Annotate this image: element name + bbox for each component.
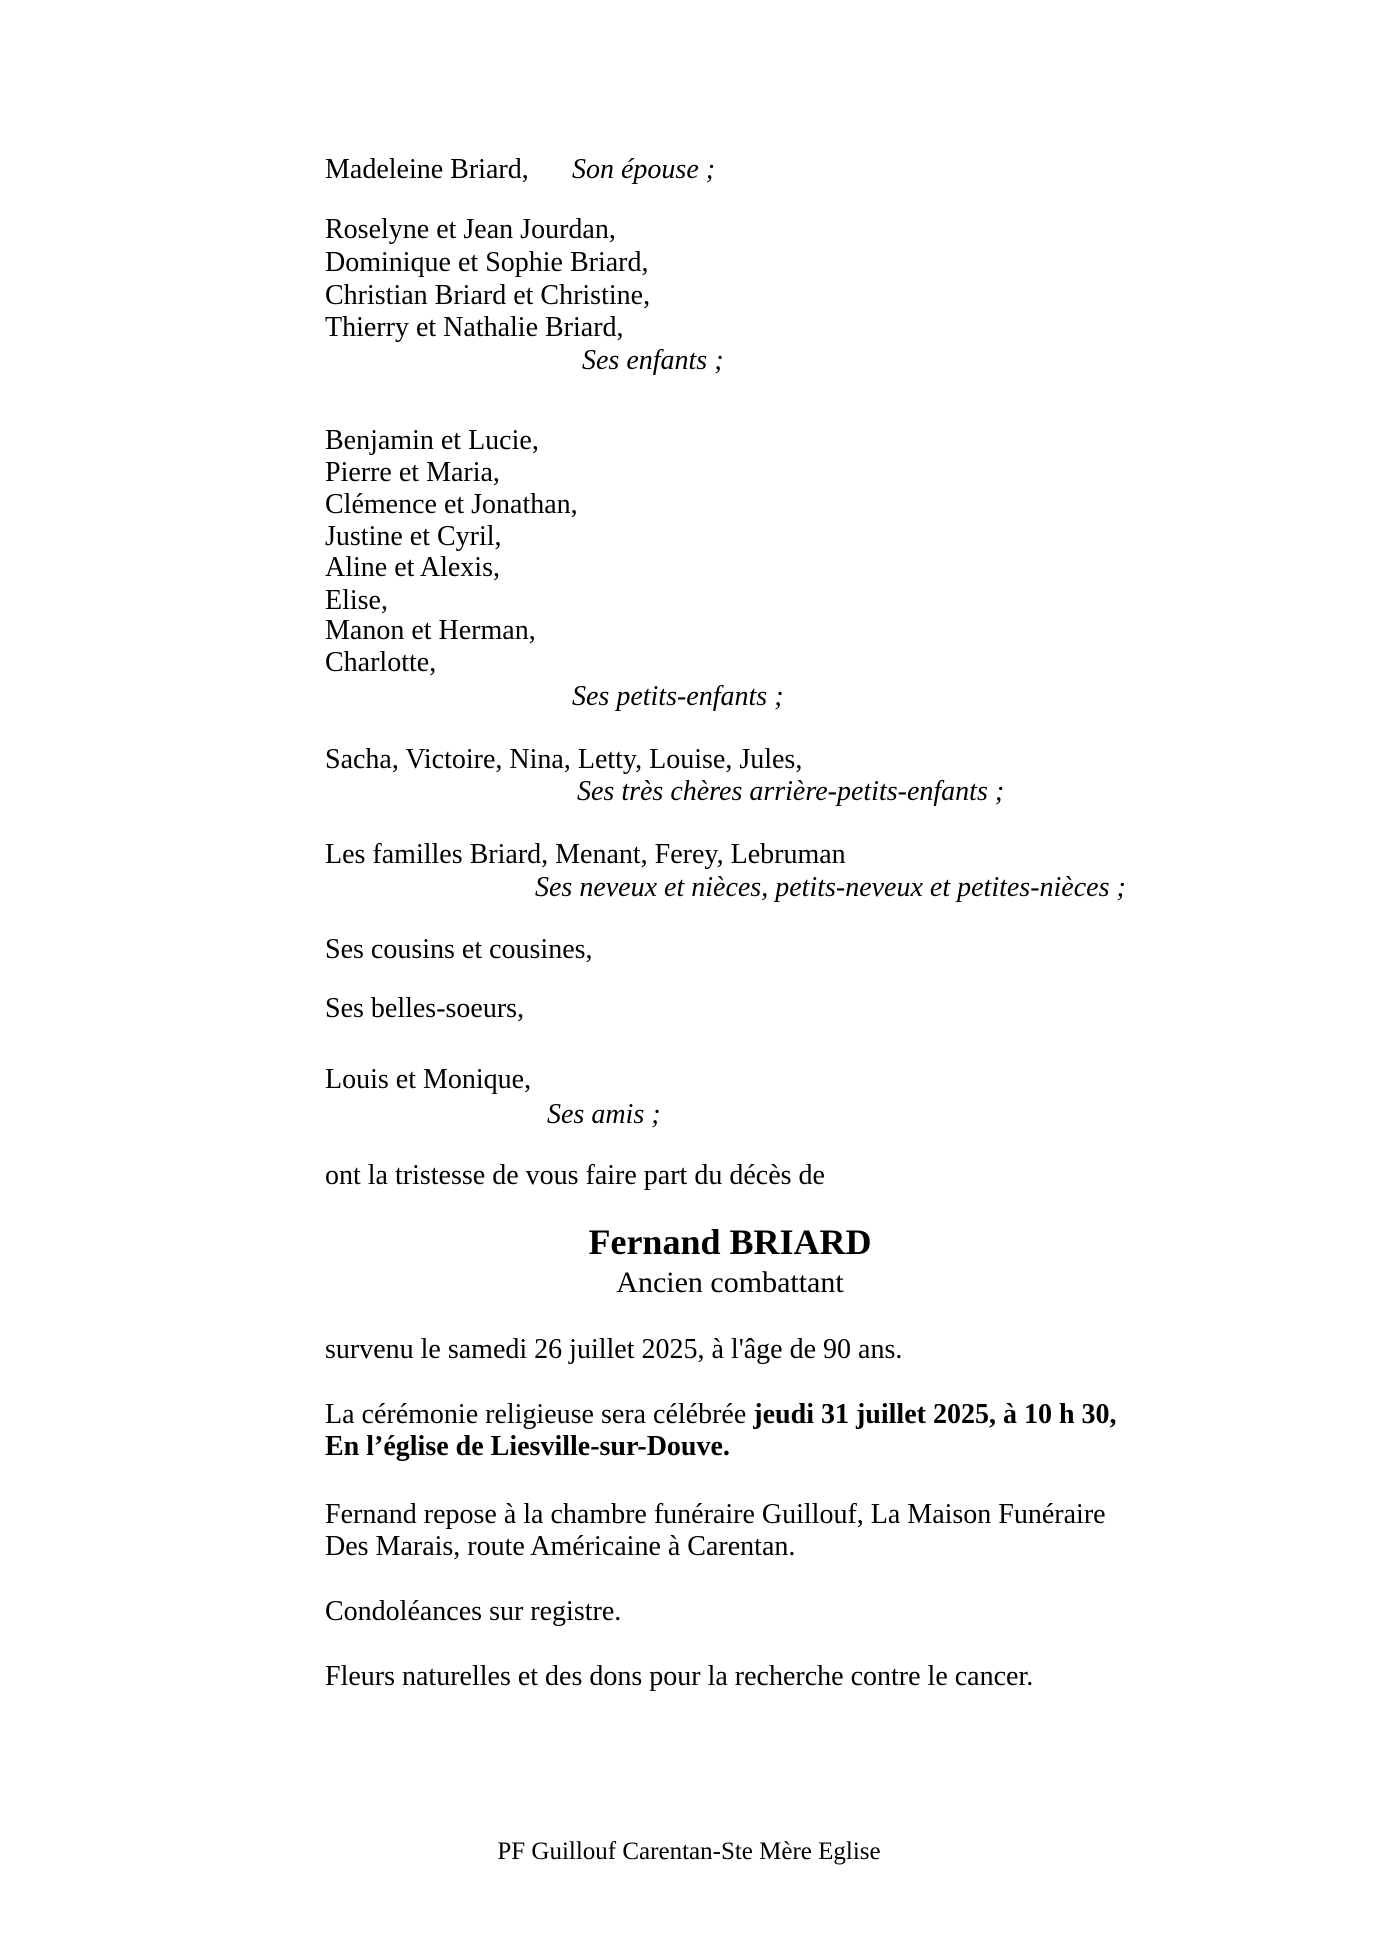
- sisters-in-law-line: Ses belles-soeurs,: [325, 993, 525, 1024]
- great-grandchildren-names-line: Sacha, Victoire, Nina, Letty, Louise, Jules,: [325, 744, 803, 775]
- grandchild-name-line: Charlotte,: [325, 647, 437, 678]
- friends-relationship-label: Ses amis ;: [547, 1099, 661, 1130]
- deceased-name: Fernand BRIARD: [588, 1222, 872, 1262]
- repose-line: Des Marais, route Américaine à Carentan.: [325, 1531, 796, 1562]
- child-name-line: Dominique et Sophie Briard,: [325, 247, 649, 278]
- child-name-line: Thierry et Nathalie Briard,: [325, 312, 624, 343]
- ceremony-line: [325, 1398, 1117, 1431]
- repose-line: Fernand repose à la chambre funéraire Guillouf, La Maison Funéraire: [325, 1499, 1106, 1530]
- funeral-home-footer: PF Guillouf Carentan-Ste Mère Eglise: [497, 1838, 881, 1865]
- announcement-line: ont la tristesse de vous faire part du décès de: [325, 1160, 825, 1191]
- ceremony-intro: La cérémonie religieuse sera célébrée: [325, 1399, 754, 1430]
- ceremony-place-line: En l’église de Liesville-sur-Douve.: [325, 1431, 730, 1462]
- families-relationship-label: Ses neveux et nièces, petits-neveux et petites-nièces ;: [535, 872, 1126, 903]
- ceremony-datetime: jeudi 31 juillet 2025, à 10 h 30,: [753, 1399, 1117, 1430]
- spouse-line: [325, 153, 716, 186]
- spouse-name: Madeleine Briard,: [325, 154, 529, 185]
- grandchild-name-line: Manon et Herman,: [325, 615, 536, 646]
- death-date-line: survenu le samedi 26 juillet 2025, à l'âge de 90 ans.: [325, 1334, 903, 1365]
- cousins-line: Ses cousins et cousines,: [325, 934, 593, 965]
- grandchild-name-line: Elise,: [325, 585, 388, 616]
- grandchild-name-line: Justine et Cyril,: [325, 521, 502, 552]
- child-name-line: Christian Briard et Christine,: [325, 280, 651, 311]
- great-grandchildren-relationship-label: Ses très chères arrière-petits-enfants ;: [577, 776, 1005, 807]
- grandchild-name-line: Aline et Alexis,: [325, 552, 500, 583]
- child-name-line: Roselyne et Jean Jourdan,: [325, 214, 616, 245]
- condolences-line: Condoléances sur registre.: [325, 1596, 622, 1627]
- grandchild-name-line: Benjamin et Lucie,: [325, 425, 539, 456]
- children-relationship-label: Ses enfants ;: [582, 345, 724, 376]
- grandchild-name-line: Clémence et Jonathan,: [325, 489, 578, 520]
- grandchild-name-line: Pierre et Maria,: [325, 457, 500, 488]
- deceased-title: Ancien combattant: [616, 1266, 844, 1299]
- friends-names-line: Louis et Monique,: [325, 1064, 532, 1095]
- families-names-line: Les familles Briard, Menant, Ferey, Lebruman: [325, 839, 846, 870]
- grandchildren-relationship-label: Ses petits-enfants ;: [572, 681, 784, 712]
- spouse-relationship-label: Son épouse ;: [572, 154, 716, 185]
- flowers-line: Fleurs naturelles et des dons pour la recherche contre le cancer.: [325, 1661, 1034, 1692]
